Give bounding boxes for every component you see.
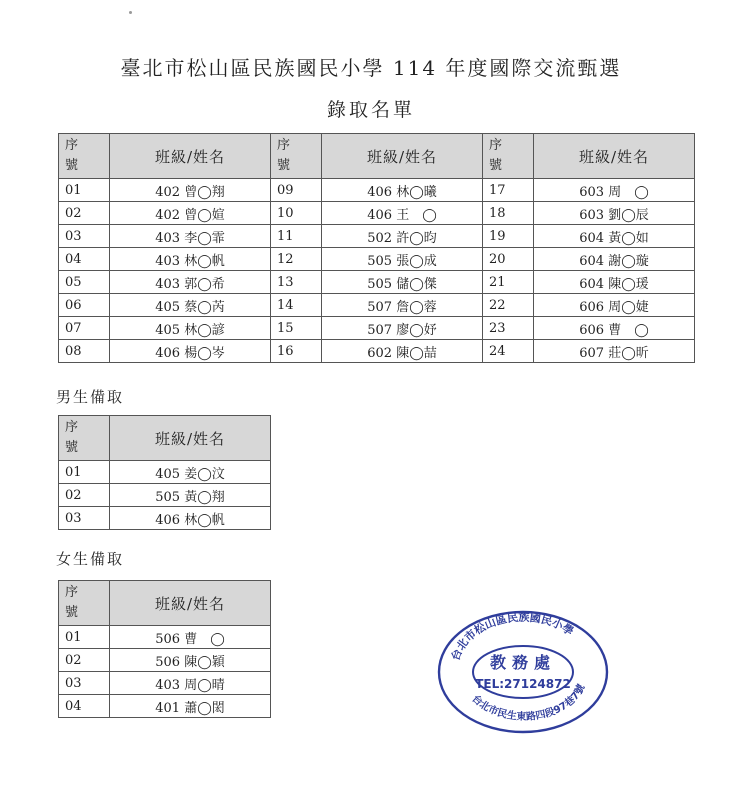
- row-number: 03: [59, 225, 110, 248]
- row-class-name: 502 許◯昀: [322, 225, 483, 248]
- row-number: 24: [483, 340, 534, 363]
- row-number: 03: [59, 672, 110, 695]
- boys-waitlist-table: [58, 415, 271, 530]
- header-number: 序 號: [483, 134, 534, 179]
- stamp-ring-bottom-text: 台北市民生東路四段97巷7號: [469, 682, 588, 723]
- header-number: 序 號: [59, 416, 110, 461]
- table-row: [59, 695, 271, 718]
- row-class-name: 602 陳◯喆: [322, 340, 483, 363]
- table-row: [59, 484, 271, 507]
- header-number: 序 號: [271, 134, 322, 179]
- row-class-name: 607 莊◯昕: [534, 340, 695, 363]
- row-class-name: 507 詹◯蓉: [322, 294, 483, 317]
- row-number: 18: [483, 202, 534, 225]
- row-number: 07: [59, 317, 110, 340]
- table-row: [59, 461, 271, 484]
- row-number: 05: [59, 271, 110, 294]
- office-seal-stamp: [436, 606, 610, 736]
- admitted-table-header: [59, 134, 695, 179]
- row-number: 11: [271, 225, 322, 248]
- table-row: [59, 626, 271, 649]
- girls-waitlist-label: 女生備取: [56, 550, 125, 568]
- row-number: 14: [271, 294, 322, 317]
- row-class-name: 403 郭◯希: [110, 271, 271, 294]
- row-class-name: 505 黃◯翔: [110, 484, 271, 507]
- admitted-table: [58, 133, 695, 363]
- row-number: 01: [59, 461, 110, 484]
- row-class-name: 406 林◯帆: [110, 507, 271, 530]
- table-row: [59, 317, 695, 340]
- row-number: 03: [59, 507, 110, 530]
- header-number: 序 號: [59, 581, 110, 626]
- header-class-name: 班級/姓名: [322, 134, 483, 179]
- row-number: 04: [59, 248, 110, 271]
- row-class-name: 606 曹 ◯: [534, 317, 695, 340]
- row-number: 02: [59, 202, 110, 225]
- row-number: 02: [59, 484, 110, 507]
- row-number: 10: [271, 202, 322, 225]
- row-class-name: 406 林◯曦: [322, 179, 483, 202]
- row-number: 17: [483, 179, 534, 202]
- row-number: 01: [59, 179, 110, 202]
- boys-waitlist-label: 男生備取: [56, 388, 125, 406]
- document-subtitle: 錄取名單: [326, 99, 415, 121]
- row-class-name: 505 張◯成: [322, 248, 483, 271]
- row-class-name: 401 蕭◯閎: [110, 695, 271, 718]
- table-row: [59, 202, 695, 225]
- row-number: 06: [59, 294, 110, 317]
- header-number: 序 號: [59, 134, 110, 179]
- row-number: 01: [59, 626, 110, 649]
- table-row: [59, 507, 271, 530]
- row-number: 08: [59, 340, 110, 363]
- row-class-name: 604 黃◯如: [534, 225, 695, 248]
- row-number: 19: [483, 225, 534, 248]
- row-class-name: 403 李◯霏: [110, 225, 271, 248]
- row-class-name: 603 周 ◯: [534, 179, 695, 202]
- header-class-name: 班級/姓名: [534, 134, 695, 179]
- row-number: 16: [271, 340, 322, 363]
- row-number: 09: [271, 179, 322, 202]
- table-row: [59, 340, 695, 363]
- table-row: [59, 294, 695, 317]
- row-class-name: 406 楊◯岑: [110, 340, 271, 363]
- header-class-name: 班級/姓名: [110, 416, 271, 461]
- scan-speck: [129, 11, 132, 14]
- row-number: 21: [483, 271, 534, 294]
- row-class-name: 405 姜◯汶: [110, 461, 271, 484]
- row-class-name: 604 謝◯璇: [534, 248, 695, 271]
- row-class-name: 403 林◯帆: [110, 248, 271, 271]
- girls-table-header: [59, 581, 271, 626]
- row-number: 12: [271, 248, 322, 271]
- row-class-name: 606 周◯婕: [534, 294, 695, 317]
- row-class-name: 405 蔡◯芮: [110, 294, 271, 317]
- boys-table-header: [59, 416, 271, 461]
- row-class-name: 402 曾◯翔: [110, 179, 271, 202]
- row-class-name: 603 劉◯辰: [534, 202, 695, 225]
- stamp-ring-top-text: 台北市松山區民族國民小學: [448, 610, 576, 663]
- row-class-name: 405 林◯諺: [110, 317, 271, 340]
- table-row: [59, 271, 695, 294]
- row-class-name: 506 陳◯穎: [110, 649, 271, 672]
- stamp-tel-text: TEL:27124872: [475, 677, 571, 691]
- row-number: 13: [271, 271, 322, 294]
- row-class-name: 505 儲◯傑: [322, 271, 483, 294]
- table-row: [59, 248, 695, 271]
- row-number: 15: [271, 317, 322, 340]
- row-number: 22: [483, 294, 534, 317]
- row-class-name: 604 陳◯瑗: [534, 271, 695, 294]
- row-number: 04: [59, 695, 110, 718]
- stamp-center-text: 教務處: [489, 653, 557, 672]
- table-row: [59, 225, 695, 248]
- row-class-name: 406 王 ◯: [322, 202, 483, 225]
- table-row: [59, 672, 271, 695]
- table-row: [59, 649, 271, 672]
- girls-waitlist-table: [58, 580, 271, 718]
- row-class-name: 402 曾◯媗: [110, 202, 271, 225]
- row-number: 20: [483, 248, 534, 271]
- row-class-name: 403 周◯晴: [110, 672, 271, 695]
- header-class-name: 班級/姓名: [110, 134, 271, 179]
- header-class-name: 班級/姓名: [110, 581, 271, 626]
- row-number: 23: [483, 317, 534, 340]
- document-title: 臺北市松山區民族國民小學 114 年度國際交流甄選: [120, 56, 622, 80]
- table-row: [59, 179, 695, 202]
- row-number: 02: [59, 649, 110, 672]
- row-class-name: 506 曹 ◯: [110, 626, 271, 649]
- row-class-name: 507 廖◯妤: [322, 317, 483, 340]
